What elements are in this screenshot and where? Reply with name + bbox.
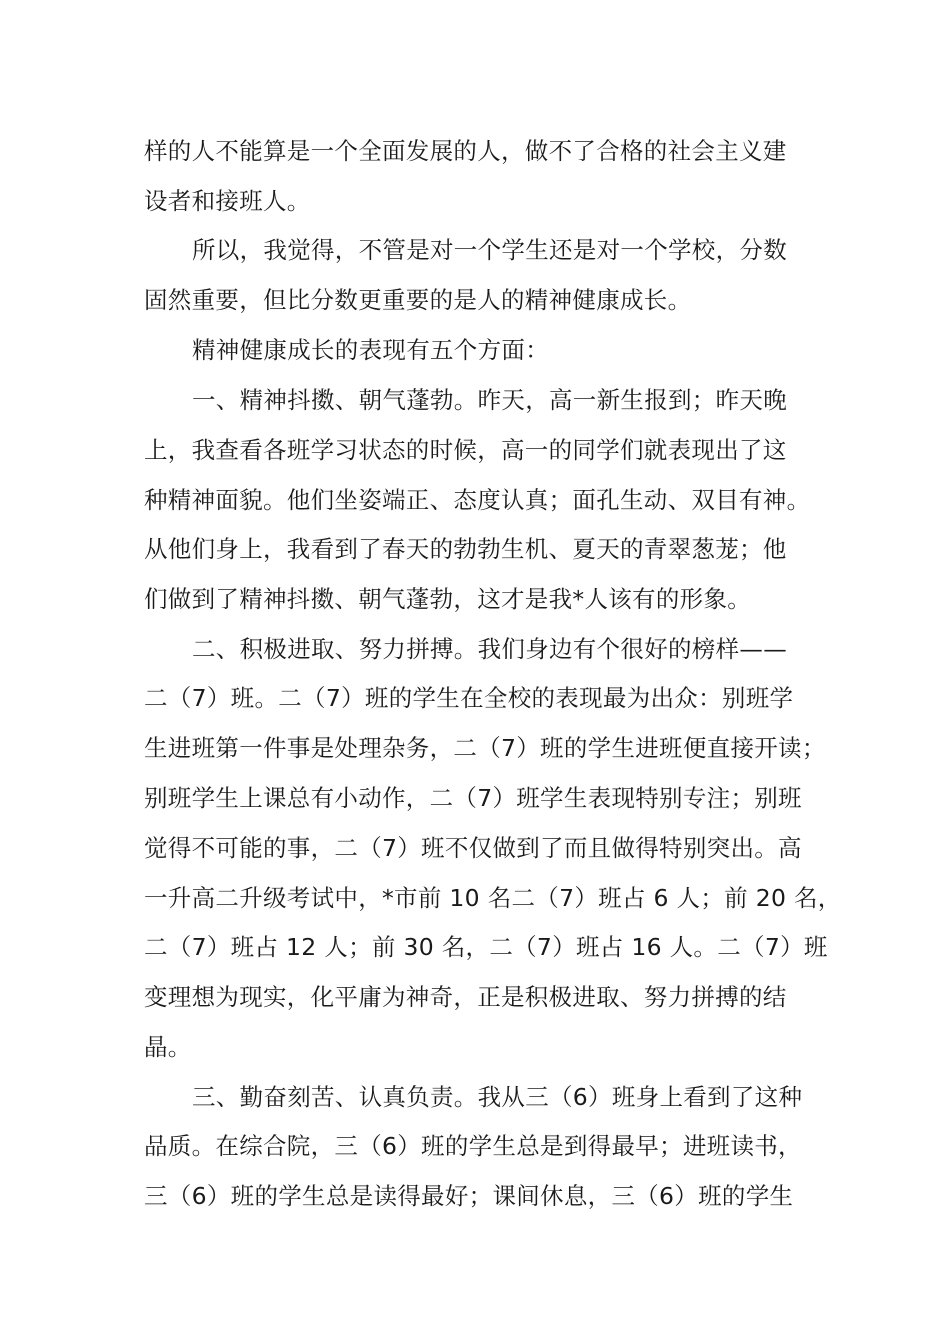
text-line: 设者和接班人。 — [144, 187, 311, 215]
text-line: 品质。在综合院，三（6）班的学生总是到得最早；进班读书， — [144, 1132, 802, 1160]
paragraph-first-line: 一、精神抖擞、朝气蓬勃。昨天，高一新生报到；昨天晚 — [192, 386, 787, 414]
text-line: 二（7）班。二（7）班的学生在全校的表现最为出众：别班学 — [144, 684, 794, 712]
paragraph-first-line: 三、勤奋刻苦、认真负责。我从三（6）班身上看到了这种 — [192, 1083, 803, 1111]
paragraph-first-line: 二、积极进取、努力拼搏。我们身边有个很好的榜样—— — [192, 635, 787, 663]
text-line: 二（7）班占 12 人；前 30 名，二（7）班占 16 人。二（7）班 — [144, 933, 828, 961]
text-line: 晶。 — [144, 1033, 192, 1061]
text-line: 固然重要，但比分数更重要的是人的精神健康成长。 — [144, 286, 692, 314]
text-line: 生进班第一件事是处理杂务，二（7）班的学生进班便直接开读； — [144, 734, 826, 762]
text-line: 们做到了精神抖擞、朝气蓬勃，这才是我*人该有的形象。 — [144, 585, 752, 613]
text-line: 种精神面貌。他们坐姿端正、态度认真；面孔生动、双目有神。 — [144, 486, 811, 514]
paragraph-first-line: 所以，我觉得，不管是对一个学生还是对一个学校，分数 — [192, 236, 787, 264]
text-line: 变理想为现实，化平庸为神奇，正是积极进取、努力拼搏的结 — [144, 983, 787, 1011]
text-line: 上，我查看各班学习状态的时候，高一的同学们就表现出了这 — [144, 436, 787, 464]
text-line: 觉得不可能的事，二（7）班不仅做到了而且做得特别突出。高 — [144, 834, 802, 862]
paragraph-first-line: 精神健康成长的表现有五个方面： — [192, 336, 549, 364]
text-line: 一升高二升级考试中，*市前 10 名二（7）班占 6 人；前 20 名， — [144, 884, 842, 912]
text-line: 样的人不能算是一个全面发展的人，做不了合格的社会主义建 — [144, 137, 787, 165]
text-line: 从他们身上，我看到了春天的勃勃生机、夏天的青翠葱茏；他 — [144, 535, 787, 563]
text-line: 别班学生上课总有小动作，二（7）班学生表现特别专注；别班 — [144, 784, 802, 812]
text-line: 三（6）班的学生总是读得最好；课间休息，三（6）班的学生 — [144, 1182, 794, 1210]
